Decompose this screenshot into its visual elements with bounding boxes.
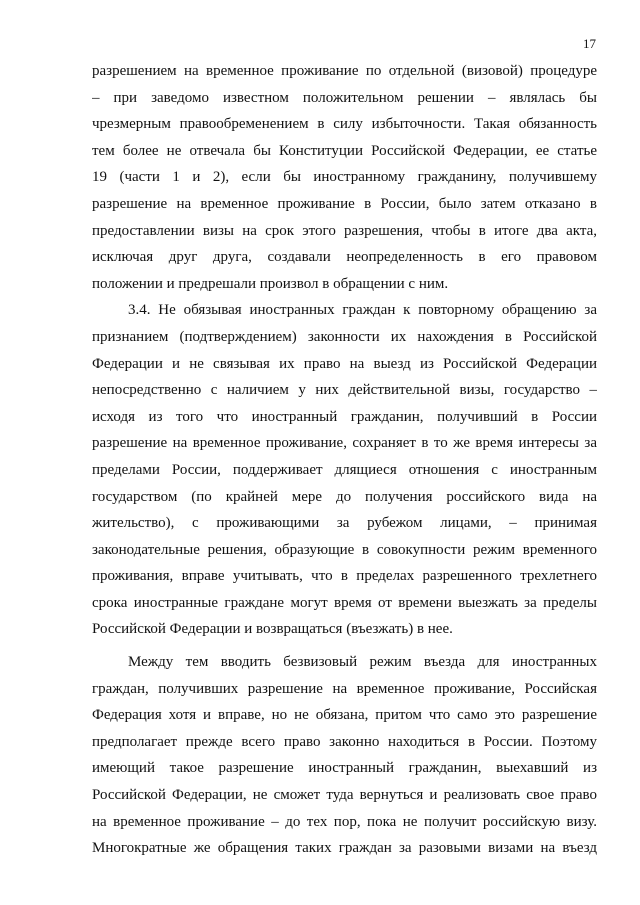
paragraph: [92, 58, 597, 297]
text-line: на временное проживание – до тех пор, пока не получит российскую визу.: [92, 813, 597, 830]
text-line: имеющий такое разрешение иностранный гражданин, выехавший из: [92, 760, 597, 777]
text-line: 3.4. Не обязывая иностранных граждан к повторному обращению за: [128, 302, 597, 319]
text-line: проживания, вправе учитывать, что в пределах разрешенного трехлетнего: [92, 568, 597, 585]
text-line: 19 (части 1 и 2), если бы иностранному гражданину, получившему: [92, 169, 597, 186]
text-line: Федерации и не связывая их право на выезд из Российской Федерации: [92, 355, 597, 372]
text-line: тем более не отвечала бы Конституции Российской Федерации, ее статье: [92, 142, 597, 159]
text-line: исключая друг друга, создавали неопределенность в его правовом: [92, 249, 597, 266]
text-line: разрешение на временное проживание в России, было затем отказано в: [92, 195, 597, 212]
text-line: – при заведомо известном положительном решении – являлась бы: [92, 89, 597, 106]
text-line: Российской Федерации, не сможет туда вернуться и реализовать свое право: [92, 787, 597, 804]
text-line: Многократные же обращения таких граждан за разовыми визами на въезд: [92, 840, 597, 857]
text-line: предоставлении визы на срок этого разрешения, чтобы в итоге два акта,: [92, 222, 597, 239]
text-line: Российской Федерации и возвращаться (въезжать) в нее.: [92, 621, 453, 638]
text-line: предполагает прежде всего право законно находиться в России. Поэтому: [92, 733, 597, 750]
text-line: разрешением на временное проживание по отдельной (визовой) процедуре: [92, 63, 597, 79]
text-line: Между тем вводить безвизовый режим въезда для иностранных: [128, 654, 597, 671]
paragraph: [92, 649, 597, 862]
text-line: чрезмерным правообременением в силу избыточности. Такая обязанность: [92, 116, 597, 133]
text-line: жительство), с проживающими за рубежом лицами, – принимая: [92, 515, 597, 532]
text-line: Федерация хотя и вправе, но не обязана, притом что само это разрешение: [92, 707, 597, 724]
text-line: законодательные решения, образующие в совокупности режим временного: [92, 541, 597, 558]
text-line: государством (по крайней мере до получения российского вида на: [92, 488, 597, 505]
text-line: исходя из того что иностранный гражданин, получивший в России: [92, 408, 597, 425]
text-line: срока иностранные граждане могут время от времени выезжать за пределы: [92, 594, 597, 611]
text-line: непосредственно с наличием у них действительной визы, государство –: [92, 382, 597, 399]
page-number: 17: [583, 36, 596, 51]
text-line: разрешение на временное проживание, сохраняет в то же время интересы за: [92, 435, 597, 452]
paragraph: [92, 297, 597, 643]
text-line: признанием (подтверждением) законности их нахождения в Российской: [92, 328, 597, 345]
text-line: пределами России, поддерживает длящиеся отношения с иностранным: [92, 461, 597, 478]
text-line: положении и предрешали произвол в обращении с ним.: [92, 275, 449, 292]
text-line: граждан, получивших разрешение на временное проживание, Российская: [92, 680, 597, 697]
body-text: [92, 58, 597, 862]
